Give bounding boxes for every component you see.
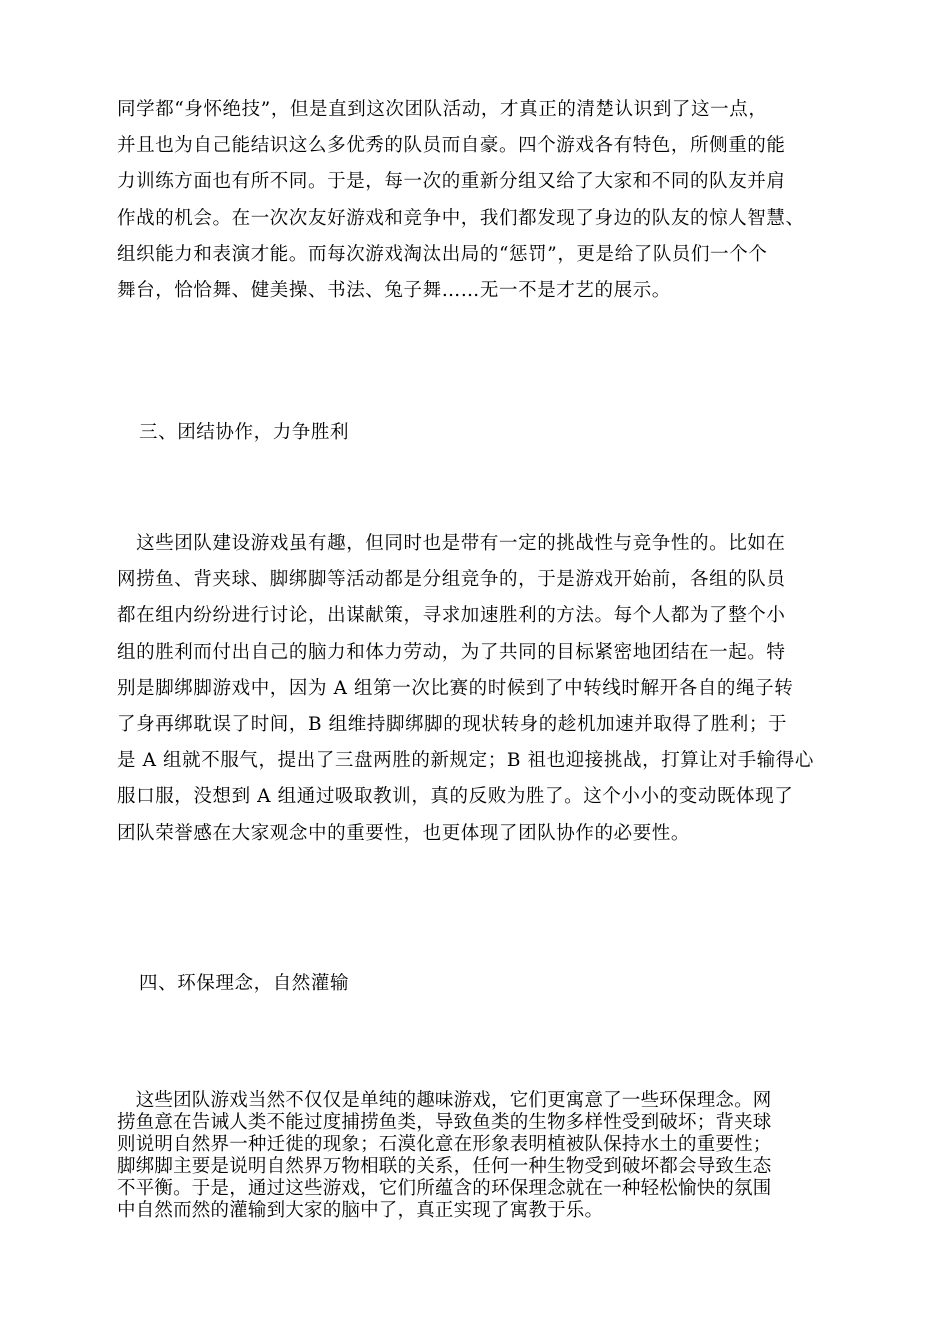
paragraph-line: 别是脚绑脚游戏中，因为 A 组第一次比赛的时候到了中转线时解开各自的绳子转 bbox=[117, 677, 794, 699]
paragraph-line: 是 A 组就不服气，提出了三盘两胜的新规定；B 祖也迎接挑战，打算让对手输得心 bbox=[117, 750, 814, 772]
paragraph-line: 服口服，没想到 A 组通过吸取教训，真的反败为胜了。这个小小的变动既体现了 bbox=[117, 786, 794, 808]
paragraph-line: 这些团队建设游戏虽有趣，但同时也是带有一定的挑战性与竞争性的。比如在 bbox=[117, 533, 786, 554]
paragraph-environment bbox=[117, 1090, 852, 1222]
paragraph-line: 脚绑脚主要是说明自然界万物相联的关系，任何一种生物受到破坏都会导致生态 bbox=[117, 1156, 772, 1177]
paragraph-line: 同学都“身怀绝技”，但是直到这次团队活动，才真正的清楚认识到了这一点， bbox=[117, 99, 768, 120]
paragraph-line: 则说明自然界一种迁徙的现象；石漠化意在形象表明植被队保持水土的重要性； bbox=[117, 1134, 772, 1155]
paragraph-line: 组织能力和表演才能。而每次游戏淘汰出局的“惩罚”，更是给了队员们一个个 bbox=[117, 243, 768, 265]
paragraph-line: 组的胜利而付出自己的脑力和体力劳动，为了共同的目标紧密地团结在一起。特 bbox=[117, 641, 786, 663]
paragraph-line: 中自然而然的灌输到大家的脑中了，真正实现了寓教于乐。 bbox=[117, 1200, 604, 1221]
section-heading-environment: 四、环保理念，自然灌输 bbox=[139, 973, 350, 994]
paragraph-line: 网捞鱼、背夹球、脚绑脚等活动都是分组竞争的，于是游戏开始前，各组的队员 bbox=[117, 569, 786, 591]
paragraph-teamwork bbox=[117, 526, 852, 852]
paragraph-line: 团队荣誉感在大家观念中的重要性，也更体现了团队协作的必要性。 bbox=[117, 822, 691, 844]
paragraph-line: 并且也为自己能结识这么多优秀的队员而自豪。四个游戏各有特色，所侧重的能 bbox=[117, 135, 786, 157]
paragraph-line: 舞台，恰恰舞、健美操、书法、兔子舞……无一不是才艺的展示。 bbox=[117, 280, 671, 302]
section-heading-teamwork: 三、团结协作，力争胜利 bbox=[139, 422, 350, 443]
paragraph-line: 力训练方面也有所不同。于是，每一次的重新分组又给了大家和不同的队友并肩 bbox=[117, 171, 786, 193]
paragraph-line: 作战的机会。在一次次友好游戏和竞争中，我们都发现了身边的队友的惊人智慧、 bbox=[117, 207, 805, 229]
paragraph-line: 这些团队游戏当然不仅仅是单纯的趣味游戏，它们更寓意了一些环保理念。网 bbox=[117, 1090, 772, 1111]
paragraph-line: 不平衡。于是，通过这些游戏，它们所蕴含的环保理念就在一种轻松愉快的氛围 bbox=[117, 1178, 772, 1199]
paragraph-line: 了身再绑耽误了时间，B 组维持脚绑脚的现状转身的趁机加速并取得了胜利；于 bbox=[117, 714, 788, 736]
paragraph-talents bbox=[117, 92, 852, 309]
paragraph-line: 都在组内纷纷进行讨论，出谋献策，寻求加速胜利的方法。每个人都为了整个小 bbox=[117, 605, 786, 627]
paragraph-line: 捞鱼意在告诫人类不能过度捕捞鱼类，导致鱼类的生物多样性受到破坏；背夹球 bbox=[117, 1112, 772, 1133]
